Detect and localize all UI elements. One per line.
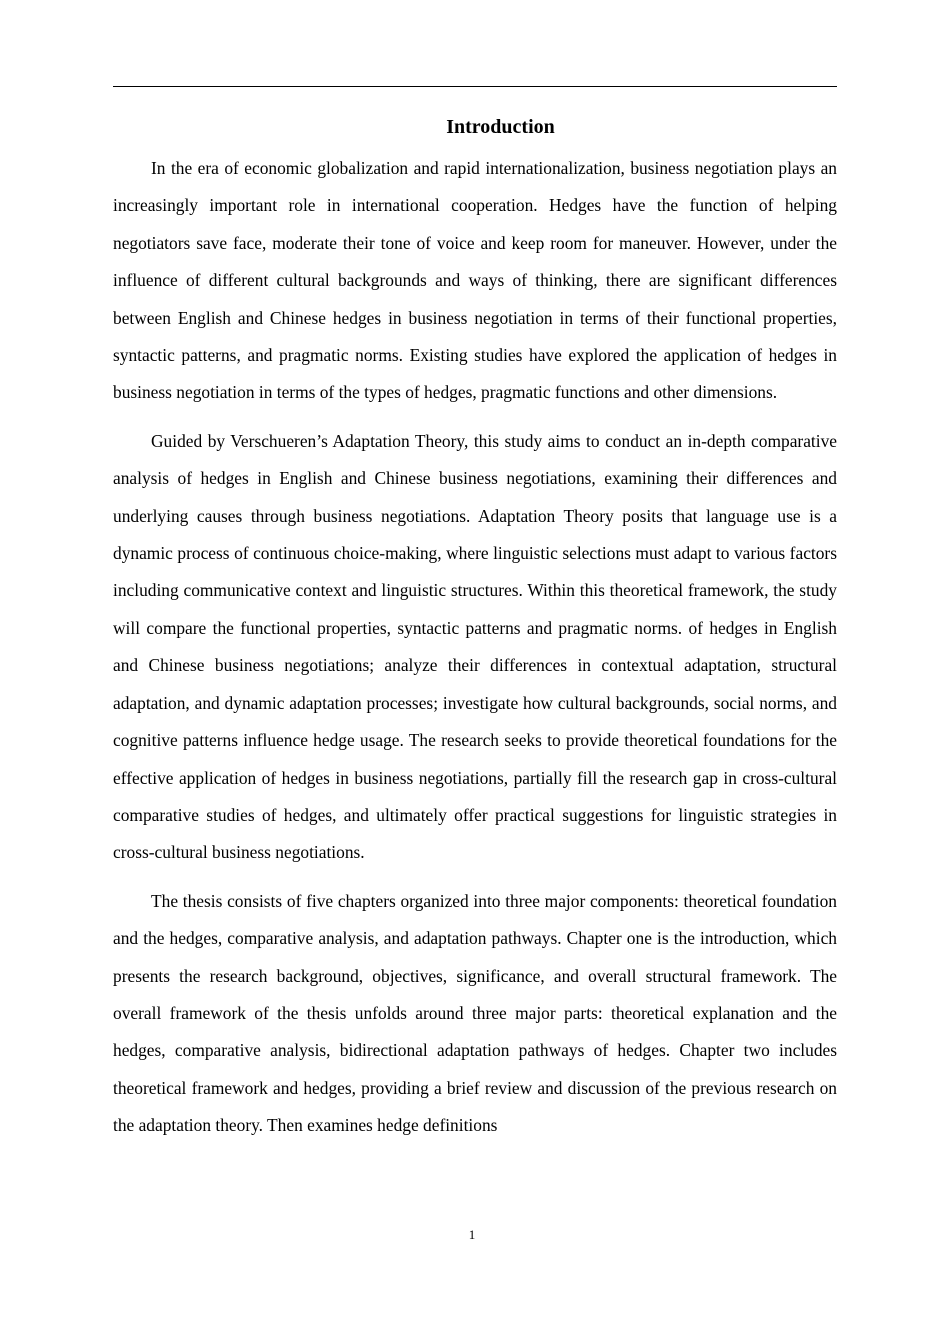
header-rule: [113, 86, 837, 87]
section-title: Introduction: [446, 116, 555, 138]
page-number: 1: [468, 1227, 476, 1242]
body-text: [113, 150, 837, 1156]
paragraph-2: Guided by Verschueren’s Adaptation Theory, this study aims to conduct an in-depth comparative analysis of hedges in English and Chinese business negotiations, examining their differences and underlying causes through business negotiations. Adaptation Theory posits that language use is a dynamic process of continuous choice-making, where linguistic selections must adapt to various factors including communicative context and linguistic structures. Within this theoretical framework, the study will compare the functional properties, syntactic patterns and pragmatic norms. of hedges in English and Chinese business negotiations; analyze their differences in contextual adaptation, structural adaptation, and dynamic adaptation processes; investigate how cultural backgrounds, social norms, and cognitive patterns influence hedge usage. The research seeks to provide theoretical foundations for the effective application of hedges in business negotiations, partially fill the research gap in cross-cultural comparative studies of hedges, and ultimately offer practical suggestions for linguistic strategies in cross-cultural business negotiations.: [113, 430, 837, 863]
paragraph-3: The thesis consists of five chapters organized into three major components: theoretical foundation and the hedges, comparative analysis, and adaptation pathways. Chapter one is the introduction, which presents the research background, objectives, significance, and overall structural framework. The overall framework of the thesis unfolds around three major parts: theoretical explanation and the hedges, comparative analysis, bidirectional adaptation pathways of hedges. Chapter two includes theoretical framework and hedges, providing a brief review and discussion of the previous research on the adaptation theory. Then examines hedge definitions: [113, 890, 837, 1136]
paragraph-1: In the era of economic globalization and rapid internationalization, business negotiation plays an increasingly important role in international cooperation. Hedges have the function of helping negotiators save face, moderate their tone of voice and keep room for maneuver. However, under the influence of different cultural backgrounds and ways of thinking, there are significant differences between English and Chinese hedges in business negotiation in terms of their functional properties, syntactic patterns, and pragmatic norms. Existing studies have explored the application of hedges in business negotiation in terms of the types of hedges, pragmatic functions and other dimensions.: [113, 158, 837, 403]
